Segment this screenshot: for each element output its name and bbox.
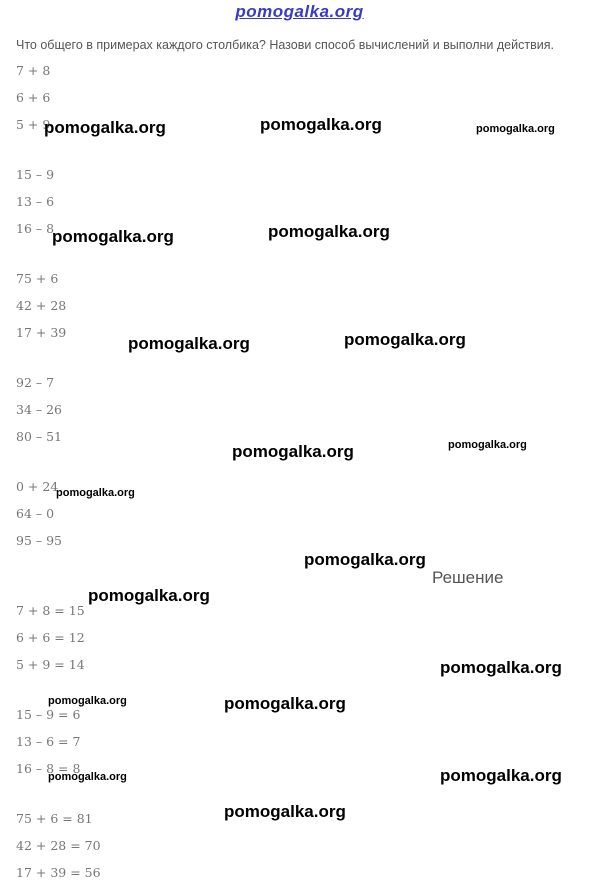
task-text: Что общего в примерах каждого столбика? Назови способ вычислений и выполни действия. (16, 38, 554, 52)
solution-1-1: 7 + 8 = 15 (16, 603, 85, 618)
watermark: pomogalka.org (232, 442, 354, 461)
watermark: pomogalka.org (44, 118, 166, 137)
exercise-5-2: 64 – 0 (16, 506, 55, 521)
solution-2-3: 16 – 8 = 8 (16, 761, 81, 776)
solution-3-1: 75 + 6 = 81 (16, 811, 93, 826)
watermark: pomogalka.org (224, 694, 346, 713)
solution-1-2: 6 + 6 = 12 (16, 630, 85, 645)
watermark: pomogalka.org (88, 586, 210, 605)
watermark: pomogalka.org (48, 771, 127, 783)
exercise-2-3: 16 – 8 (16, 221, 55, 236)
exercise-1-1: 7 + 8 (16, 63, 51, 78)
watermark: pomogalka.org (224, 802, 346, 821)
watermark: pomogalka.org (48, 695, 127, 707)
exercise-4-1: 92 – 7 (16, 375, 55, 390)
watermark: pomogalka.org (304, 550, 426, 569)
exercise-5-1: 0 + 24 (16, 479, 59, 494)
exercise-3-3: 17 + 39 (16, 325, 67, 340)
site-logo[interactable]: pomogalka.org (235, 2, 364, 21)
solution-2-1: 15 – 9 = 6 (16, 707, 81, 722)
watermark: pomogalka.org (268, 222, 390, 241)
exercise-2-2: 13 – 6 (16, 194, 55, 209)
watermark: pomogalka.org (52, 227, 174, 246)
solution-title: Решение (432, 568, 504, 587)
exercise-3-1: 75 + 6 (16, 271, 59, 286)
watermark: pomogalka.org (440, 658, 562, 677)
watermark: pomogalka.org (440, 766, 562, 785)
exercise-4-2: 34 – 26 (16, 402, 63, 417)
solution-3-2: 42 + 28 = 70 (16, 838, 101, 853)
watermark: pomogalka.org (56, 487, 135, 499)
solution-1-3: 5 + 9 = 14 (16, 657, 85, 672)
exercise-5-3: 95 – 95 (16, 533, 63, 548)
watermark: pomogalka.org (476, 123, 555, 135)
exercise-1-2: 6 + 6 (16, 90, 51, 105)
solution-2-2: 13 – 6 = 7 (16, 734, 81, 749)
exercise-2-1: 15 – 9 (16, 167, 55, 182)
exercise-1-3: 5 + 9 (16, 117, 51, 132)
watermark: pomogalka.org (260, 115, 382, 134)
solution-3-3: 17 + 39 = 56 (16, 865, 101, 880)
exercise-4-3: 80 – 51 (16, 429, 63, 444)
watermark: pomogalka.org (448, 439, 527, 451)
watermark: pomogalka.org (344, 330, 466, 349)
exercise-3-2: 42 + 28 (16, 298, 67, 313)
watermark: pomogalka.org (128, 334, 250, 353)
